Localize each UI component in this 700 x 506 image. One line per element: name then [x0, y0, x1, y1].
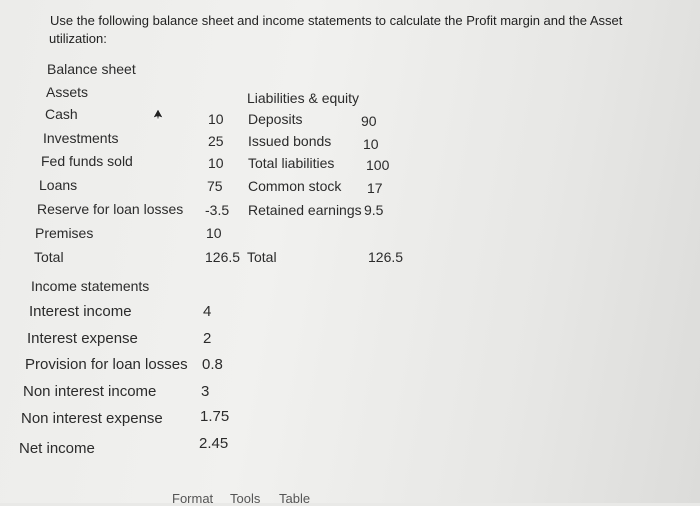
income-value: 4 — [203, 303, 212, 320]
mouse-pointer-icon — [152, 108, 164, 122]
income-value: 3 — [201, 383, 210, 400]
asset-label: Total — [34, 249, 64, 265]
asset-label: Loans — [39, 177, 78, 193]
asset-value: 10 — [206, 225, 222, 241]
liability-label: Deposits — [248, 111, 303, 127]
asset-value: 10 — [208, 155, 224, 171]
income-label: Provision for loan losses — [25, 356, 188, 373]
liability-value: 10 — [363, 136, 379, 152]
income-label: Non interest income — [23, 383, 157, 400]
liability-label: Common stock — [248, 178, 342, 194]
question-line-1: Use the following balance sheet and income statements to calculate the Profit margin and the Asset — [50, 13, 623, 28]
income-label: Non interest expense — [21, 410, 163, 427]
liability-value: 90 — [361, 113, 377, 129]
income-value: 1.75 — [200, 408, 230, 425]
income-value: 2 — [203, 330, 212, 347]
liability-value: 9.5 — [364, 202, 384, 218]
income-label: Interest income — [29, 303, 132, 320]
asset-label: Investments — [43, 130, 119, 146]
asset-label: Fed funds sold — [41, 153, 133, 169]
liability-value: 100 — [366, 157, 390, 173]
asset-value: 126.5 — [205, 249, 241, 265]
liabilities-heading: Liabilities & equity — [247, 90, 360, 106]
liability-value: 17 — [367, 180, 383, 196]
asset-label: Reserve for loan losses — [37, 201, 184, 217]
asset-value: 25 — [208, 133, 224, 149]
asset-value: 10 — [208, 111, 224, 127]
income-label: Interest expense — [27, 330, 138, 347]
menu-tools[interactable]: Tools — [230, 491, 261, 506]
liability-label: Total — [247, 249, 277, 265]
income-value: 0.8 — [202, 356, 223, 373]
assets-heading: Assets — [46, 84, 89, 100]
asset-value: -3.5 — [205, 202, 230, 218]
liability-label: Total liabilities — [248, 155, 335, 171]
income-label: Net income — [19, 440, 95, 457]
menu-format[interactable]: Format — [172, 491, 214, 506]
liability-label: Retained earnings — [248, 202, 362, 218]
asset-label: Cash — [45, 106, 78, 122]
balance-sheet-heading: Balance sheet — [47, 61, 136, 77]
liability-value: 126.5 — [368, 249, 404, 265]
income-value: 2.45 — [199, 435, 229, 452]
menu-table[interactable]: Table — [279, 491, 311, 506]
asset-label: Premises — [35, 225, 94, 241]
question-line-2: utilization: — [49, 31, 107, 46]
asset-value: 75 — [207, 178, 223, 194]
income-statement-heading: Income statements — [31, 278, 150, 294]
liability-label: Issued bonds — [248, 133, 332, 149]
